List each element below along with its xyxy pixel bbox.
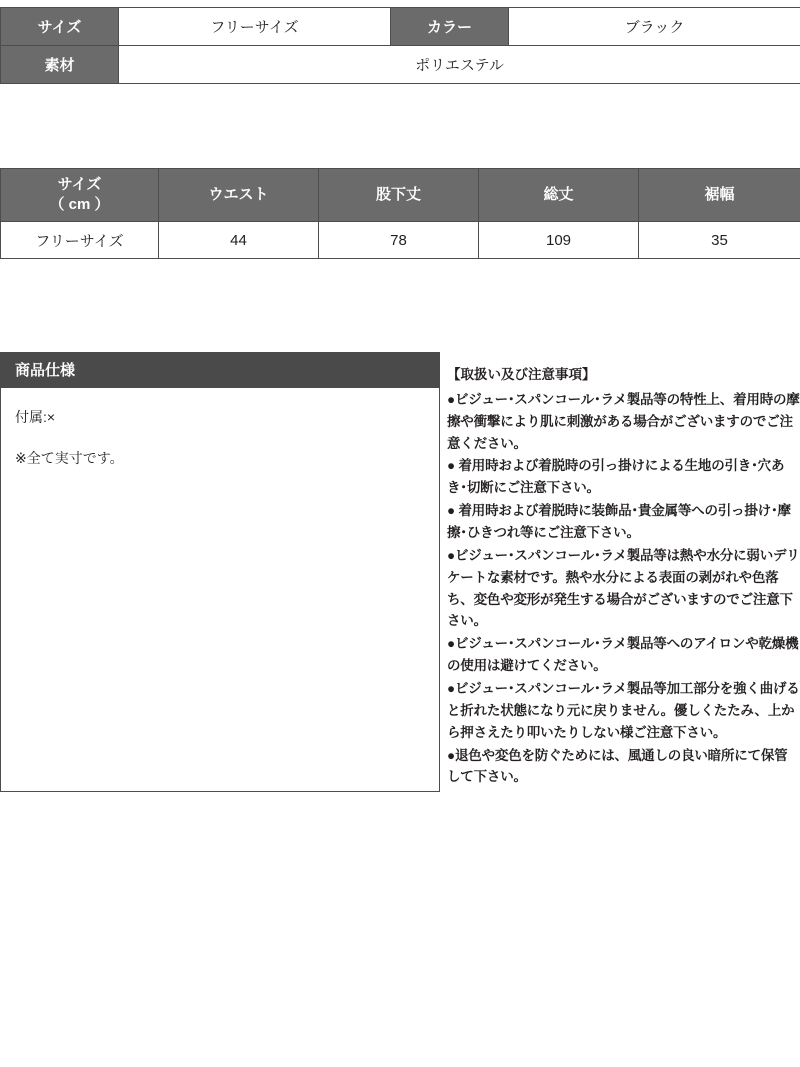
product-spec-line: ※全て実寸です。 (15, 449, 124, 466)
size-cell-total-length: 109 (479, 222, 639, 259)
product-spec-panel-title: 商品仕様 (0, 352, 440, 388)
product-spec-panel-body (0, 388, 440, 792)
spec-label-material: 素材 (1, 46, 119, 84)
spec-label-color: カラー (391, 8, 509, 46)
size-header-size-line2: （ cm ） (49, 196, 110, 213)
care-notice-item: ● 着用時および着脱時に装飾品･貴金属等への引っ掛け･摩擦･ひきつれ等にご注意下さい。 (447, 503, 791, 541)
product-spec-line: 付属:× (15, 409, 56, 425)
spec-value-size: フリーサイズ (119, 8, 391, 46)
care-notice-item: ●ビジュー･スパンコール･ラメ製品等加工部分を強く曲げると折れた状態になり元に戻りません。優しくたたみ、上から押さえたり叩いたりしない様ご注意下さい。 (447, 681, 800, 740)
product-spec-table (0, 7, 800, 84)
size-header-size-line1: サイズ (57, 175, 102, 193)
care-notice-panel (447, 364, 800, 789)
size-cell-name: フリーサイズ (1, 222, 159, 259)
table-row (1, 46, 800, 84)
size-cell-inseam: 78 (319, 222, 479, 259)
care-notice-item: ● 着用時および着脱時の引っ掛けによる生地の引き･穴あき･切断にご注意下さい。 (447, 458, 785, 496)
spec-value-color: ブラック (509, 8, 800, 46)
detail-panels (0, 352, 800, 792)
size-header-hem-width: 裾幅 (639, 169, 800, 222)
size-header-size (1, 169, 159, 222)
table-row (1, 8, 800, 46)
product-spec-panel (0, 352, 440, 792)
care-notice-item: ●ビジュー･スパンコール･ラメ製品等の特性上、着用時の摩擦や衝撃により肌に刺激がある場合がございますのでご注意ください。 (447, 391, 800, 451)
size-header-total-length: 総丈 (479, 169, 639, 222)
size-header-inseam: 股下丈 (319, 169, 479, 222)
spec-label-size: サイズ (1, 8, 119, 46)
size-header-waist: ウエスト (159, 169, 319, 222)
size-table-header-row (1, 169, 800, 222)
care-notice-item: ●ビジュー･スパンコール･ラメ製品等は熱や水分に弱いデリケートな素材です。熱や水分による表面の剥がれや色落ち、変色や変形が発生する場合がございますのでご注意下さい。 (447, 547, 800, 629)
table-row (1, 222, 800, 259)
care-notice-item: ●ビジュー･スパンコール･ラメ製品等へのアイロンや乾燥機の使用は避けてください。 (447, 636, 799, 674)
size-cell-hem-width: 35 (639, 222, 800, 259)
size-cell-waist: 44 (159, 222, 319, 259)
care-notice-title: 【取扱い及び注意事項】 (447, 367, 596, 382)
spec-value-material: ポリエステル (119, 46, 800, 84)
care-notice-item: ●退色や変色を防ぐためには、風通しの良い暗所にて保管して下さい。 (447, 747, 788, 785)
size-chart-table (0, 168, 800, 259)
